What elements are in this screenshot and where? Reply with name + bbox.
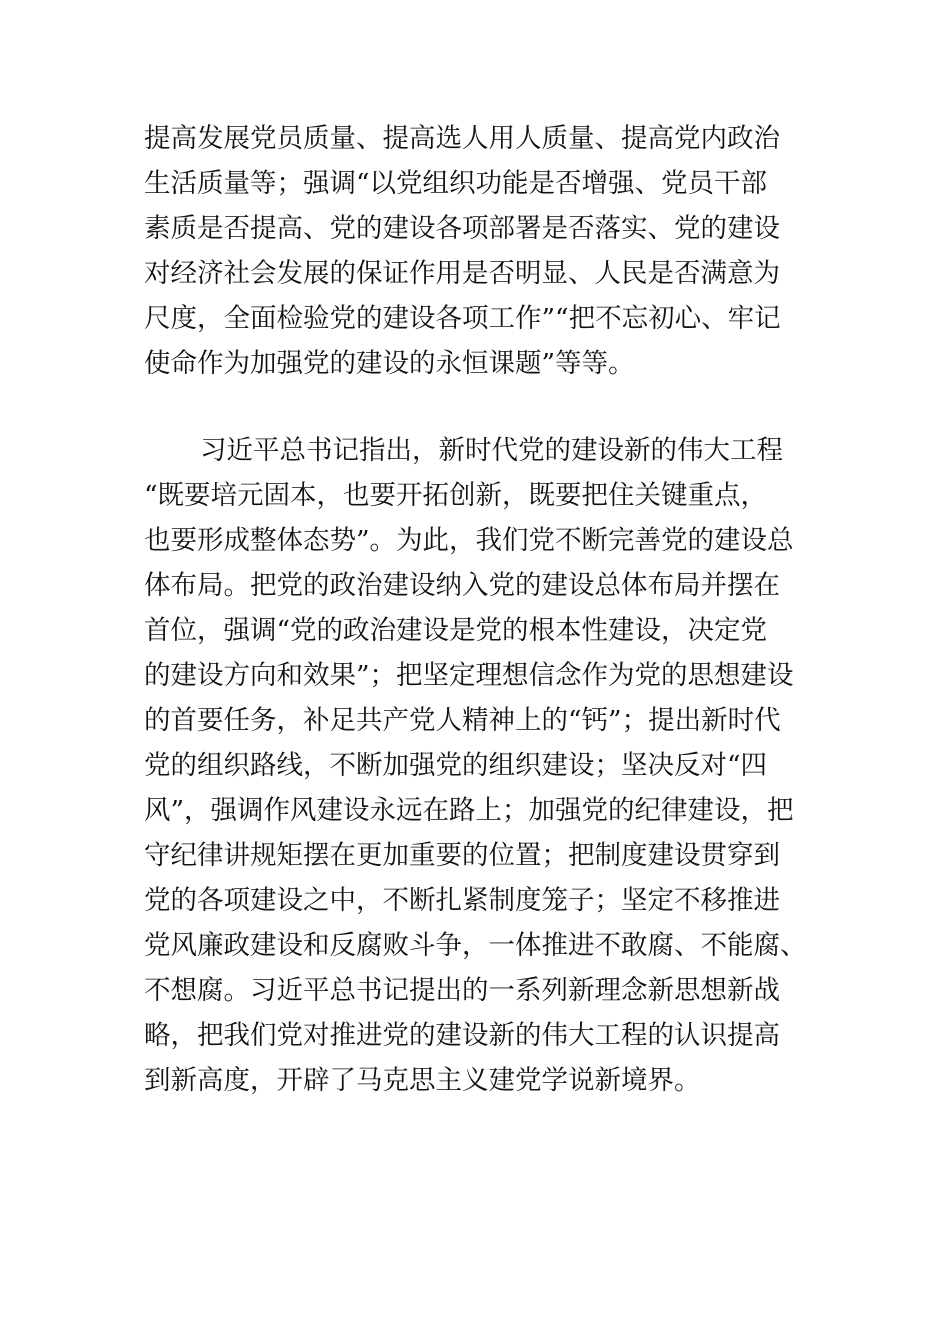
paragraph-2-line-1: 习近平总书记指出，新时代党的建设新的伟大工程 [200, 435, 783, 466]
paragraph-1-line-1: 提高发展党员质量、提高选人用人质量、提高党内政治 [144, 123, 780, 154]
paragraph-2-line-4: 体布局。把党的政治建设纳入党的建设总体布局并摆在 [144, 570, 780, 601]
paragraph-1-line-2: 生活质量等；强调“以党组织功能是否增强、党员干部 [144, 168, 768, 199]
paragraph-1-line-3: 素质是否提高、党的建设各项部署是否落实、党的建设 [144, 213, 780, 244]
paragraph-2-line-5: 首位，强调“党的政治建设是党的根本性建设，决定党 [144, 615, 768, 646]
paragraph-2-line-13: 不想腐。习近平总书记提出的一系列新理念新思想新战 [144, 975, 780, 1006]
paragraph-2-line-6: 的建设方向和效果”；把坚定理想信念作为党的思想建设 [144, 660, 794, 691]
paragraph-2-line-12: 党风廉政建设和反腐败斗争，一体推进不敢腐、不能腐、 [144, 930, 807, 961]
paragraph-2-line-8: 党的组织路线，不断加强党的组织建设；坚决反对“四 [144, 750, 768, 781]
paragraph-2-line-11: 党的各项建设之中，不断扎紧制度笼子；坚定不移推进 [144, 885, 780, 916]
paragraph-2-line-3: 也要形成整体态势”。为此，我们党不断完善党的建设总 [144, 525, 794, 556]
paragraph-2-line-14: 略，把我们党对推进党的建设新的伟大工程的认识提高 [144, 1020, 780, 1051]
paragraph-1-line-4: 对经济社会发展的保证作用是否明显、人民是否满意为 [144, 258, 780, 289]
paragraph-2-line-2: “既要培元固本，也要开拓创新，既要把住关键重点， [144, 480, 768, 511]
paragraph-2-line-7: 的首要任务，补足共产党人精神上的“钙”；提出新时代 [144, 705, 781, 736]
paragraph-2-line-9: 风”，强调作风建设永远在路上；加强党的纪律建设，把 [144, 795, 794, 826]
paragraph-2-line-15: 到新高度，开辟了马克思主义建党学说新境界。 [144, 1065, 701, 1096]
paragraph-1-line-5: 尺度，全面检验党的建设各项工作”“把不忘初心、牢记 [144, 303, 781, 334]
paragraph-2-line-10: 守纪律讲规矩摆在更加重要的位置；把制度建设贯穿到 [144, 840, 780, 871]
paragraph-1-line-6: 使命作为加强党的建设的永恒课题”等等。 [144, 348, 635, 379]
